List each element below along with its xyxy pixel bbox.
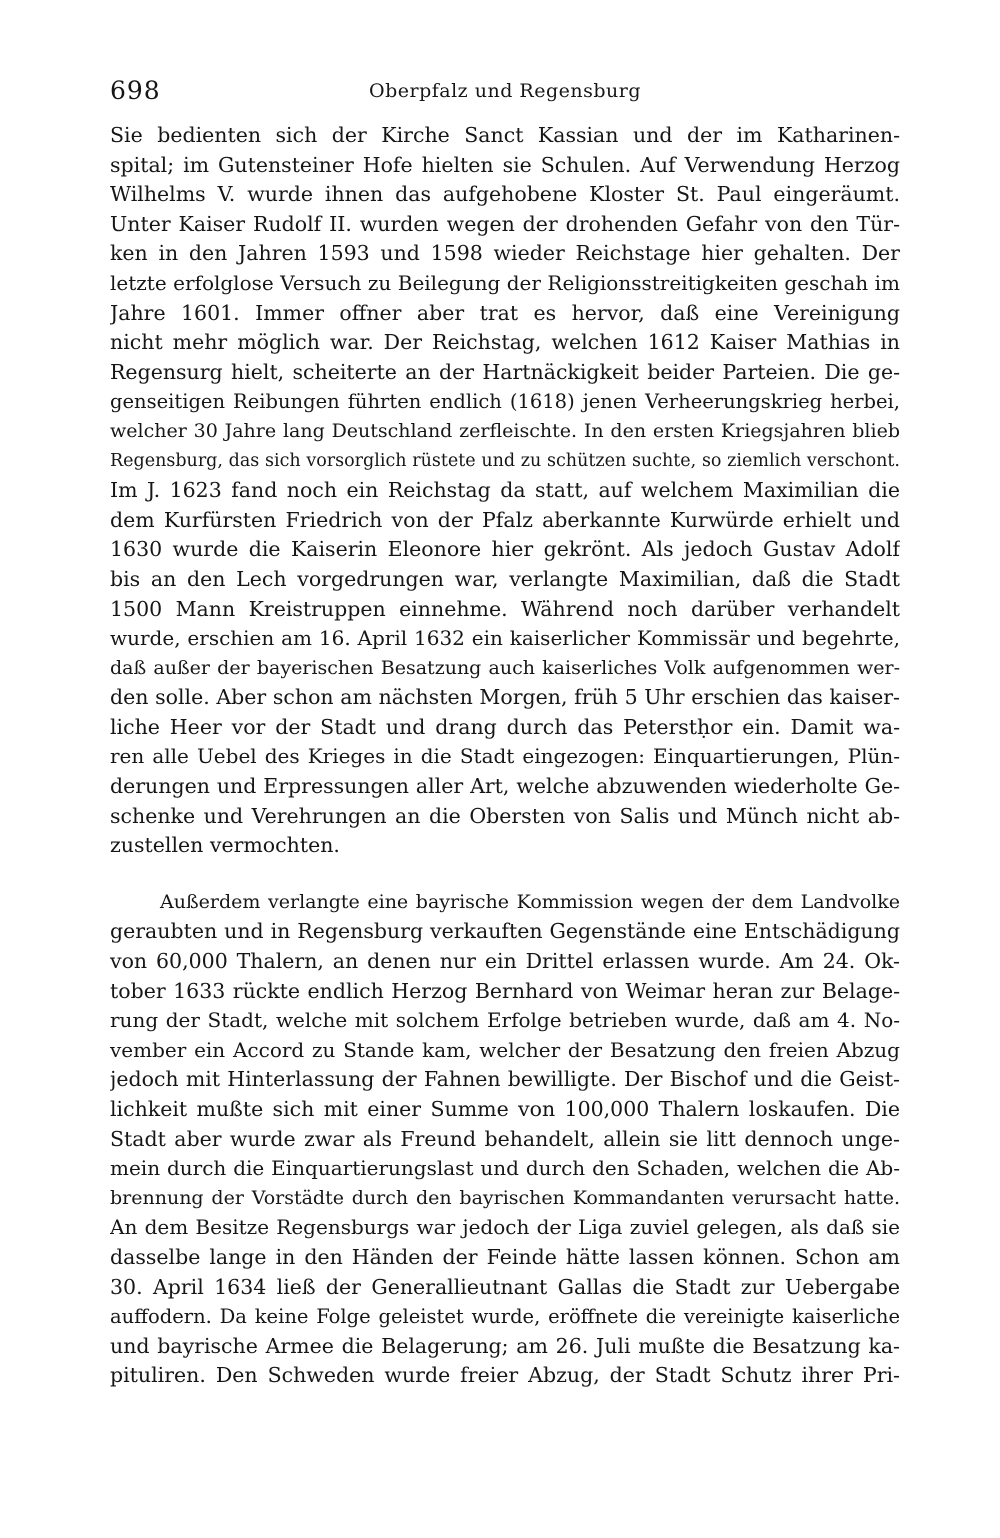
text-line: und bayrische Armee die Belagerung; am 26. Juli mußte die Besatzung ka- (110, 1333, 900, 1358)
text-line: liche Heer vor der Stadt und drang durch das Peterstḥor ein. Damit wa- (110, 714, 900, 739)
text-line: lichkeit mußte sich mit einer Summe von 100,000 Thalern loskaufen. Die (110, 1097, 900, 1121)
text-line: wurde, erschien am 16. April 1632 ein kaiserlicher Kommissär und begehrte, (110, 626, 900, 651)
text-line: dasselbe lange in den Händen der Feinde hätte lassen können. Schon am (110, 1244, 900, 1269)
text-line: ren alle Uebel des Krieges in die Stadt eingezogen: Einquartierungen, Plün- (110, 744, 900, 769)
text-line: pituliren. Den Schweden wurde freier Abzug, der Stadt Schutz ihrer Pri- (110, 1363, 900, 1388)
text-line: letzte erfolglose Versuch zu Beilegung der Religionsstreitigkeiten geschah im (110, 270, 900, 295)
text-line: Jahre 1601. Immer offner aber trat es hervor, daß eine Vereinigung (110, 300, 900, 325)
text-line: den solle. Aber schon am nächsten Morgen, früh 5 Uhr erschien das kaiser- (110, 685, 900, 710)
paragraph (110, 121, 900, 861)
text-line: Außerdem verlangte eine bayrische Kommission wegen der dem Landvolke (160, 890, 900, 913)
text-line: Wilhelms V. wurde ihnen das aufgehobene Kloster St. Paul eingeräumt. (110, 182, 900, 207)
text-line: derungen und Erpressungen aller Art, welche abzuwenden wiederholte Ge- (110, 774, 900, 799)
text-line: Regensburg, das sich vorsorglich rüstete und zu schützen suchte, so ziemlich verschont. (110, 450, 900, 471)
text-line: Sie bedienten sich der Kirche Sanct Kassian und der im Katharinen- (110, 123, 900, 147)
text-line: An dem Besitze Regensburgs war jedoch der Liga zuviel gelegen, als daß sie (110, 1215, 900, 1240)
text-line: von 60,000 Thalern, an denen nur ein Drittel erlassen wurde. Am 24. Ok- (110, 949, 900, 974)
text-line: 1630 wurde die Kaiserin Eleonore hier gekrönt. Als jedoch Gustav Adolf (110, 537, 900, 562)
text-line: Unter Kaiser Rudolf II. wurden wegen der drohenden Gefahr von den Tür- (110, 211, 900, 236)
text-line: mein durch die Einquartierungslast und durch den Schaden, welchen die Ab- (110, 1156, 900, 1181)
text-line: ken in den Jahren 1593 und 1598 wieder Reichstage hier gehalten. Der (110, 241, 900, 266)
text-line: spital; im Gutensteiner Hofe hielten sie Schulen. Auf Verwendung Herzog (110, 152, 900, 177)
text-line: rung der Stadt, welche mit solchem Erfolge betrieben wurde, daß am 4. No- (110, 1008, 900, 1033)
text-line: Im J. 1623 fand noch ein Reichstag da statt, auf welchem Maximilian die (110, 478, 900, 503)
text-line: geraubten und in Regensburg verkauften Gegenstände eine Entschädigung (110, 919, 900, 944)
text-line: welcher 30 Jahre lang Deutschland zerfleischte. In den ersten Kriegsjahren blieb (110, 419, 900, 442)
text-line: jedoch mit Hinterlassung der Fahnen bewilligte. Der Bischof und die Geist- (110, 1067, 900, 1092)
text-line: 30. April 1634 ließ der Generallieutnant Gallas die Stadt zur Uebergabe (110, 1274, 900, 1299)
paragraph (110, 888, 900, 1391)
text-line: auffodern. Da keine Folge geleistet wurde, eröffnete die vereinigte kaiserliche (110, 1305, 900, 1329)
page-number: 698 (110, 76, 161, 105)
text-line: daß außer der bayerischen Besatzung auch kaiserliches Volk aufgenommen wer- (110, 656, 900, 679)
text-line: Regensurg hielt, scheiterte an der Hartnäckigkeit beider Parteien. Die ge- (110, 359, 900, 384)
text-line: brennung der Vorstädte durch den bayrischen Kommandanten verursacht hatte. (110, 1186, 900, 1209)
text-line: schenke und Verehrungen an die Obersten von Salis und Münch nicht ab- (110, 803, 900, 828)
text-line: bis an den Lech vorgedrungen war, verlangte Maximilian, daß die Stadt (110, 566, 900, 591)
text-line: vember ein Accord zu Stande kam, welcher der Besatzung den freien Abzug (110, 1037, 900, 1062)
running-head: Oberpfalz und Regensburg (369, 80, 641, 102)
text-line: Stadt aber wurde zwar als Freund behandelt, allein sie litt dennoch unge- (110, 1126, 900, 1151)
text-line: 1500 Mann Kreistruppen einnehme. Während noch darüber verhandelt (110, 596, 900, 621)
paragraph-gap (110, 861, 900, 888)
text-line: zustellen vermochten. (110, 833, 340, 858)
body-text (110, 121, 900, 1391)
text-line: genseitigen Reibungen führten endlich (1618) jenen Verheerungskrieg herbei, (110, 390, 900, 414)
text-line: dem Kurfürsten Friedrich von der Pfalz aberkannte Kurwürde erhielt und (110, 507, 900, 532)
page-header (110, 72, 900, 108)
text-line: tober 1633 rückte endlich Herzog Bernhard von Weimar heran zur Belage- (110, 978, 900, 1003)
text-line: nicht mehr möglich war. Der Reichstag, welchen 1612 Kaiser Mathias in (110, 330, 900, 355)
